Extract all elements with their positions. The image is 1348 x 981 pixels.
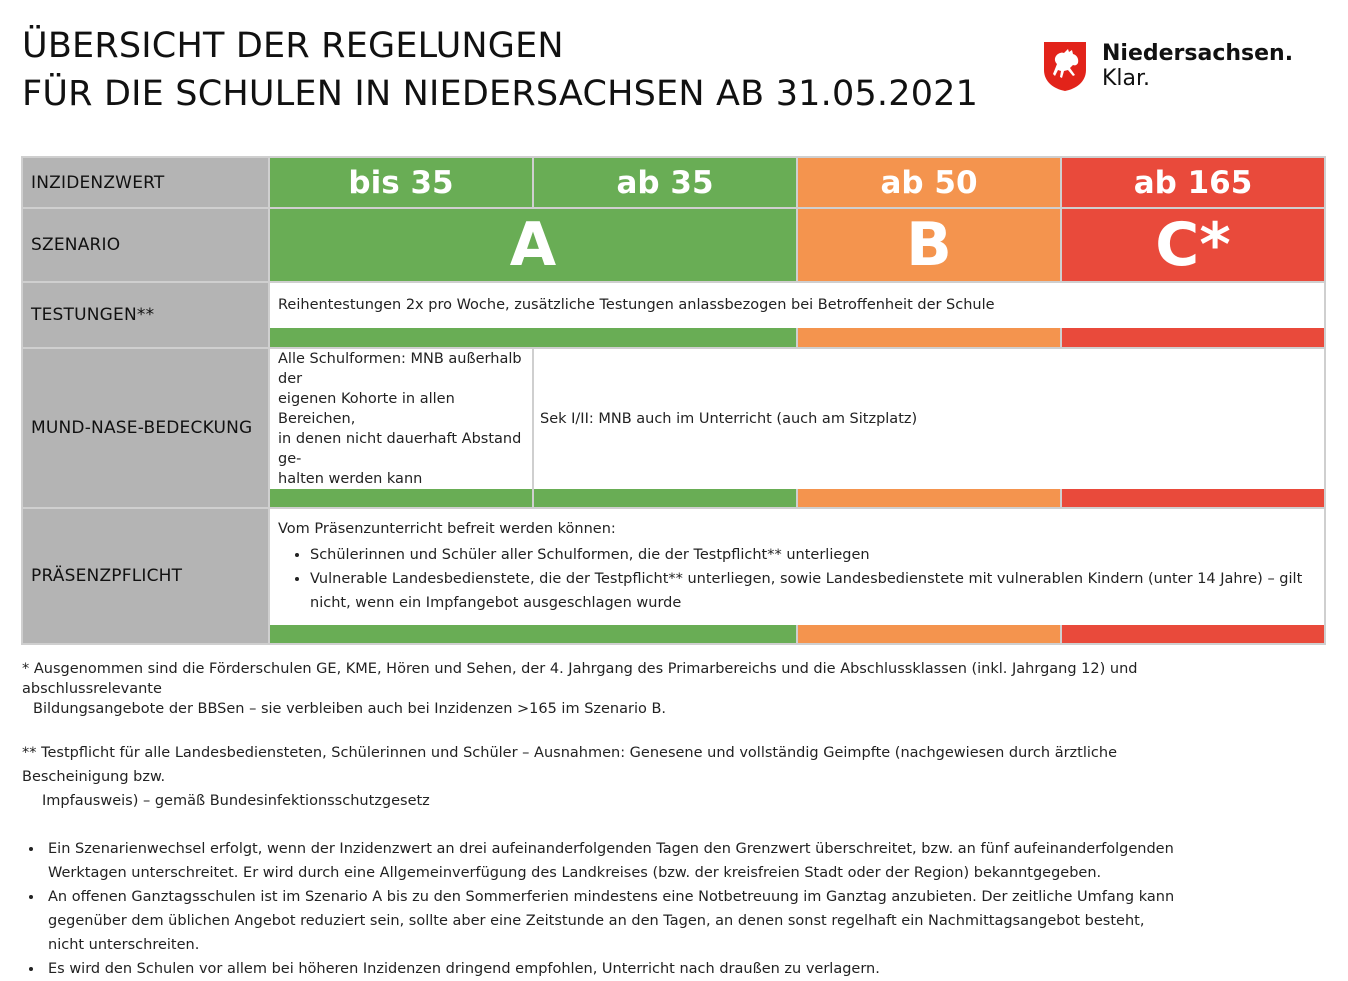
testungen-bar-red: [1061, 328, 1325, 348]
logo-name-bold: Niedersachsen.: [1101, 41, 1294, 66]
row-praesenzpflicht: [22, 508, 1325, 625]
mnb-left-line: Alle Schulformen: MNB außerhalb der: [278, 351, 522, 387]
scenario-a: A: [269, 208, 797, 282]
row-szenario: [22, 208, 1325, 282]
footnote-star-2-line-1: ** Testpflicht für alle Landesbediensteten, Schülerinnen und Schüler – Ausnahmen: Genesene und vollständig Geimpfte (nachgewiesen durch ärztliche Bescheinigung bzw.: [22, 745, 1117, 785]
mnb-left-line: eigenen Kohorte in allen Bereichen,: [278, 391, 455, 427]
praesenz-bar-orange: [797, 625, 1061, 644]
scenario-b: B: [797, 208, 1061, 282]
mnb-bar-green-2: [533, 489, 797, 508]
regulations-table: [21, 156, 1326, 645]
label-szenario: SZENARIO: [22, 208, 269, 282]
notes-list: [22, 837, 1182, 981]
title-line-2: FÜR DIE SCHULEN IN NIEDERSACHSEN AB 31.05.2021: [22, 74, 979, 114]
mnb-bar-green-1: [269, 489, 533, 508]
niedersachsen-logo: [1042, 40, 1348, 92]
logo-text: [1102, 41, 1348, 91]
list-item: • Es wird den Schulen vor allem bei höheren Inzidenzen dringend empfohlen, Unterricht nach draußen zu verlagern.: [44, 957, 1182, 981]
praesenz-bar-red: [1061, 625, 1325, 644]
label-testungen: TESTUNGEN**: [22, 282, 269, 348]
list-item: • Ein Szenarienwechsel erfolgt, wenn der Inzidenzwert an drei aufeinanderfolgenden Tagen den Grenzwert überschreitet, bzw. an fünf aufeinanderfolgenden Werktagen unterschreitet. Er wird durch eine Allgemeinverfügung des Landkreises (bzw. der kreisfreien Stadt oder der Region) bekanntgegeben.: [44, 837, 1182, 885]
mnb-bar-orange: [797, 489, 1061, 508]
list-item: • Vulnerable Landesbedienstete, die der Testpflicht** unterliegen, sowie Landesbedienstete mit vulnerablen Kindern (unter 14 Jahre) – gilt nicht, wenn ein Impfangebot ausgeschlagen wurde: [310, 567, 1316, 615]
title-line-1: ÜBERSICHT DER REGELUNGEN: [22, 26, 564, 66]
testungen-bar-green: [269, 328, 797, 348]
row-mnb: [22, 348, 1325, 489]
testungen-cell: [269, 282, 1325, 328]
page-title: [22, 22, 978, 118]
row-inzidenzwert: [22, 157, 1325, 208]
label-inzidenzwert: INZIDENZWERT: [22, 157, 269, 208]
mnb-right-cell: [533, 348, 1325, 489]
mnb-left-cell: [269, 348, 533, 489]
logo-name-light: Klar.: [1101, 66, 1151, 91]
mnb-left-line: halten werden kann: [278, 471, 423, 487]
list-item: • Schülerinnen und Schüler aller Schulformen, die der Testpflicht** unterliegen: [310, 543, 1316, 567]
footnote-star-2-line-2: Impfausweis) – gemäß Bundesinfektionsschutzgesetz: [42, 793, 430, 809]
mnb-left-text: [278, 349, 524, 489]
mnb-left-line: in denen nicht dauerhaft Abstand ge-: [278, 431, 522, 467]
testungen-bar-orange: [797, 328, 1061, 348]
label-mnb: MUND-NASE-BEDECKUNG: [22, 348, 269, 508]
list-item: • An offenen Ganztagsschulen ist im Szenario A bis zu den Sommerferien mindestens eine Notbetreuung im Ganztag anzubieten. Der zeitliche Umfang kann gegenüber dem üblichen Angebot reduziert sein, sollte aber eine Zeitstunde an den Tagen, an denen sonst regelhaft ein Nachmittagsangebot besteht, nicht unterschreiten.: [44, 885, 1182, 957]
incidence-ab-165: ab 165: [1061, 157, 1325, 208]
incidence-ab-50: ab 50: [797, 157, 1061, 208]
praesenz-bar-green: [269, 625, 797, 644]
footnote-star-1-line-1: * Ausgenommen sind die Förderschulen GE, KME, Hören und Sehen, der 4. Jahrgang des Primarbereichs und die Abschlussklassen (inkl. Jahrgang 12) und abschlussrelevante: [22, 661, 1138, 697]
scenario-c: C*: [1061, 208, 1325, 282]
footnotes: [22, 659, 1182, 981]
horse-coat-of-arms-icon: [1042, 40, 1088, 92]
praesenz-cell: [269, 508, 1325, 625]
row-testungen: [22, 282, 1325, 328]
mnb-right-text: Sek I/II: MNB auch im Unterricht (auch am Sitzplatz): [540, 411, 918, 427]
incidence-ab-35: ab 35: [533, 157, 797, 208]
footnote-star-1-line-2: Bildungsangebote der BBSen – sie verbleiben auch bei Inzidenzen >165 im Szenario B.: [33, 701, 667, 717]
incidence-bis-35: bis 35: [269, 157, 533, 208]
praesenz-list: [278, 543, 1316, 615]
mnb-bar-red: [1061, 489, 1325, 508]
praesenz-intro: Vom Präsenzunterricht befreit werden können:: [278, 521, 616, 537]
testungen-text: Reihentestungen 2x pro Woche, zusätzliche Testungen anlassbezogen bei Betroffenheit der Schule: [278, 297, 995, 314]
label-praesenzpflicht: PRÄSENZPFLICHT: [22, 508, 269, 644]
